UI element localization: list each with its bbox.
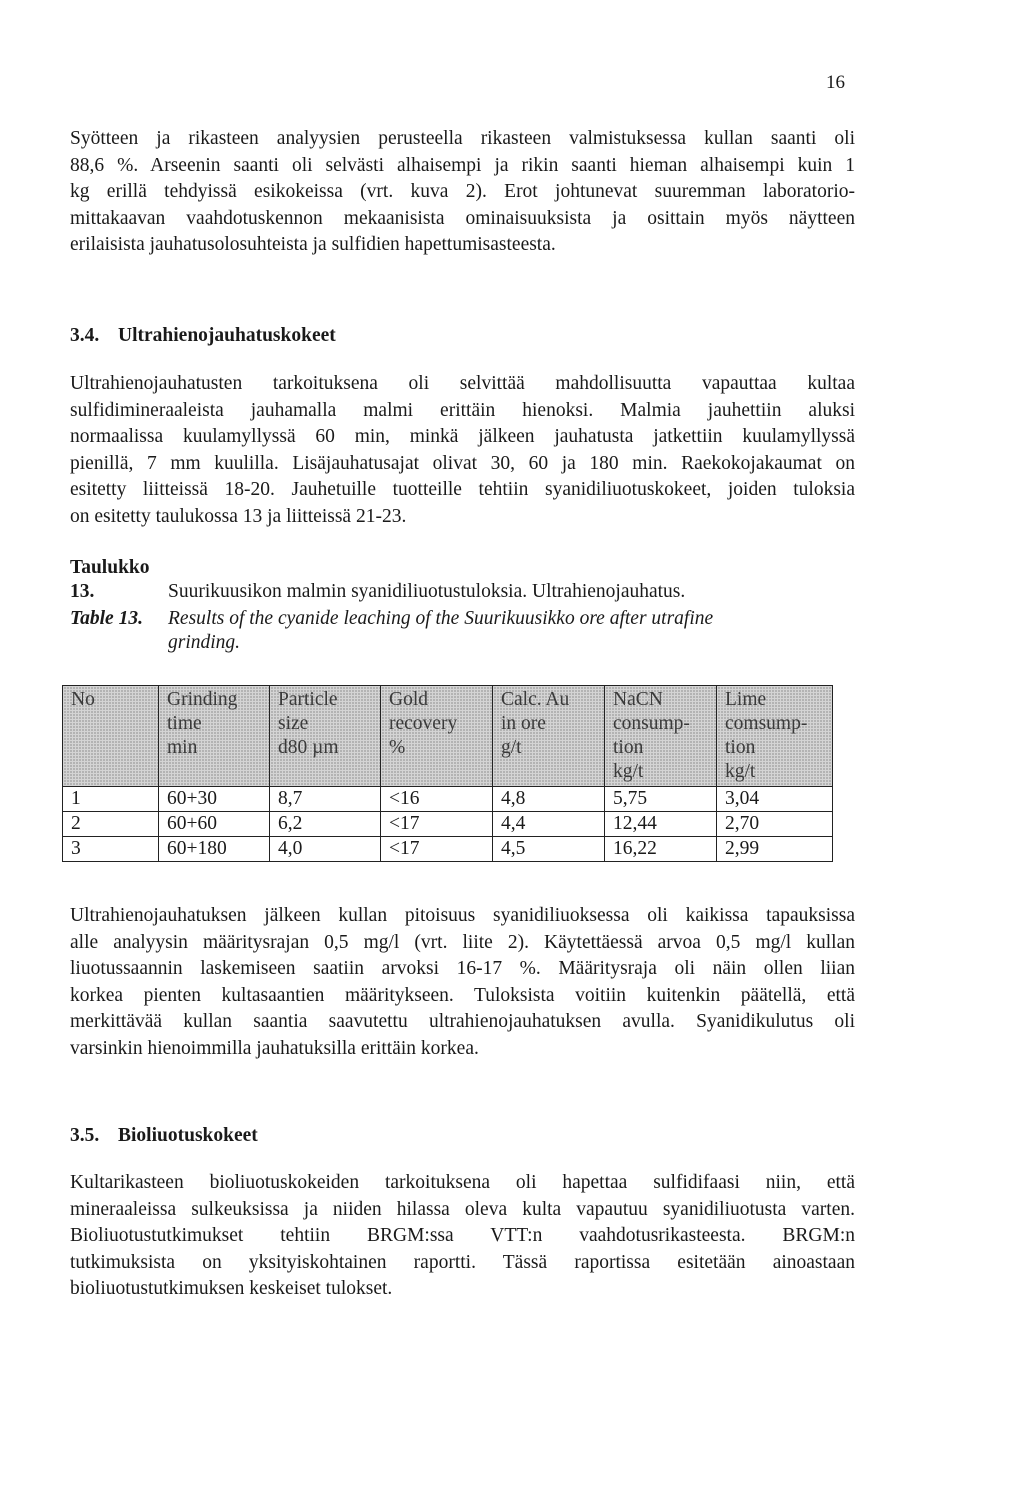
- text-line: Syötteen ja rikasteen analyysien perusteella rikasteen valmistuksessa kullan saanti oli: [70, 128, 855, 149]
- cell-gold-recovery: <16: [381, 787, 493, 812]
- section-title: Ultrahienojauhatuskokeet: [118, 325, 336, 346]
- text-line: on esitetty taulukossa 13 ja liitteissä 21-23.: [70, 505, 407, 527]
- cell-particle-size: 8,7: [270, 787, 381, 812]
- text-line: varsinkin hienoimmilla jauhatuksilla erittäin korkea.: [70, 1037, 479, 1059]
- text-line: korkea pienten kultasaantien määritykseen. Tuloksista voitiin kuitenkin päätellä, että: [70, 984, 855, 1006]
- header-line: Calc. Au: [501, 689, 570, 710]
- header-line: tion: [613, 737, 644, 758]
- section-title: Bioliuotuskokeet: [118, 1125, 258, 1146]
- header-line: Gold: [389, 689, 428, 710]
- header-line: in ore: [501, 713, 546, 734]
- header-line: kg/t: [613, 761, 644, 782]
- caption-line: grinding.: [168, 632, 241, 653]
- cell-nacn: 12,44: [605, 812, 717, 837]
- text-line: pienillä, 7 mm kuulilla. Lisäjauhatusajat olivat 30, 60 ja 180 min. Raekokojakaumat on: [70, 452, 855, 474]
- header-calc-au: [493, 686, 605, 787]
- section-number: 3.5.: [70, 1125, 100, 1146]
- cell-calc-au: 4,5: [493, 837, 605, 862]
- text-line: esitetty liitteissä 18-20. Jauhetuille tuotteille tehtiin syanidiliuotuskokeet, joiden tuloksia: [70, 479, 855, 501]
- header-line: time: [167, 713, 202, 734]
- paragraph-concentrate-results: [70, 126, 855, 259]
- caption-label: Table 13.: [70, 608, 143, 629]
- page-number: 16: [826, 72, 845, 93]
- cell-grinding-time: 60+30: [159, 787, 270, 812]
- cell-nacn: 5,75: [605, 787, 717, 812]
- cell-no: 2: [63, 812, 159, 837]
- caption-label: Taulukko 13.: [70, 557, 150, 602]
- section-heading-3-4: [70, 325, 336, 347]
- header-line: recovery: [389, 713, 458, 734]
- results-table: [62, 685, 833, 862]
- cell-grinding-time: 60+60: [159, 812, 270, 837]
- text-line: alle analyysin määritysrajan 0,5 mg/l (vrt. liite 2). Käytettäessä arvoa 0,5 mg/l kullan: [70, 931, 855, 953]
- section-number: 3.4.: [70, 325, 100, 346]
- caption-line: Results of the cyanide leaching of the Suurikuusikko ore after utrafine: [168, 608, 714, 629]
- cell-nacn: 16,22: [605, 837, 717, 862]
- paragraph-leaching-results: [70, 903, 855, 1063]
- cell-gold-recovery: <17: [381, 812, 493, 837]
- table-caption-finnish: [70, 556, 685, 604]
- table-row: [63, 837, 833, 862]
- cell-no: 3: [63, 837, 159, 862]
- header-no: [63, 686, 159, 787]
- text-line: Bioliuotustutkimukset tehtiin BRGM:ssa VTT:n vaahdotusrikasteesta. BRGM:n: [70, 1225, 855, 1247]
- text-line: 88,6 %. Arseenin saanti oli selvästi alhaisempi ja rikin saanti hieman alhaisempi kuin 1: [70, 154, 855, 176]
- header-line: kg/t: [725, 761, 756, 782]
- text-line: mineraaleissa sulkeuksissa ja niiden hilassa oleva kulta vapautuu syanidiliuotusta varten.: [70, 1198, 855, 1220]
- cell-grinding-time: 60+180: [159, 837, 270, 862]
- header-line: d80 µm: [278, 737, 339, 758]
- table-header-row: [63, 686, 833, 787]
- header-line: %: [389, 737, 406, 758]
- text-line: sulfidimineraaleista jauhamalla malmi erittäin hienoksi. Malmia jauhettiin aluksi: [70, 399, 855, 421]
- header-line: Grinding: [167, 689, 238, 710]
- text-line: liuotussaannin laskemiseen saatiin arvoksi 16-17 %. Määritysraja oli näin ollen liian: [70, 958, 855, 980]
- text-line: kg erillä tehdyissä esikokeissa (vrt. kuva 2). Erot johtunevat suuremman laboratorio-: [70, 181, 855, 203]
- cell-particle-size: 4,0: [270, 837, 381, 862]
- header-particle-size: [270, 686, 381, 787]
- header-gold-recovery: [381, 686, 493, 787]
- caption-text: Suurikuusikon malmin syanidiliuotustuloksia. Ultrahienojauhatus.: [168, 581, 686, 602]
- cell-no: 1: [63, 787, 159, 812]
- cell-particle-size: 6,2: [270, 812, 381, 837]
- cell-lime: 2,70: [717, 812, 833, 837]
- text-line: erilaisista jauhatusolosuhteista ja sulfidien hapettumisasteesta.: [70, 234, 556, 256]
- cell-calc-au: 4,8: [493, 787, 605, 812]
- header-line: min: [167, 737, 198, 758]
- cell-lime: 2,99: [717, 837, 833, 862]
- header-line: tion: [725, 737, 756, 758]
- header-line: NaCN: [613, 689, 663, 710]
- cell-gold-recovery: <17: [381, 837, 493, 862]
- section-heading-3-5: [70, 1125, 258, 1147]
- header-line: Lime: [725, 689, 767, 710]
- paragraph-ultrafine-grinding: [70, 371, 855, 531]
- header-lime-consumption: [717, 686, 833, 787]
- header-line: Particle: [278, 689, 338, 710]
- table-row: [63, 787, 833, 812]
- paragraph-bioleaching: [70, 1170, 855, 1303]
- caption-text: [168, 607, 808, 655]
- header-line: comsump-: [725, 713, 808, 734]
- text-line: tutkimuksista on yksityiskohtainen raportti. Tässä raportissa esitetään ainoastaan: [70, 1251, 855, 1273]
- cell-lime: 3,04: [717, 787, 833, 812]
- text-line: mittakaavan vaahdotuskennon mekaanisista ominaisuuksista ja osittain myös näytteen: [70, 207, 855, 229]
- header-nacn-consumption: [605, 686, 717, 787]
- text-line: Ultrahienojauhatusten tarkoituksena oli selvittää mahdollisuutta vapauttaa kultaa: [70, 373, 855, 394]
- text-line: normaalissa kuulamyllyssä 60 min, minkä jälkeen jauhatusta jatkettiin kuulamyllyssä: [70, 426, 855, 448]
- text-line: bioliuotustutkimuksen keskeiset tulokset.: [70, 1278, 393, 1300]
- text-line: Ultrahienojauhatuksen jälkeen kullan pitoisuus syanidiliuoksessa oli kaikissa tapauksissa: [70, 905, 855, 926]
- header-grinding-time: [159, 686, 270, 787]
- header-line: g/t: [501, 737, 522, 758]
- table-row: [63, 812, 833, 837]
- header-line: No: [71, 689, 95, 710]
- table-caption-english: [70, 607, 808, 655]
- header-line: size: [278, 713, 309, 734]
- cell-calc-au: 4,4: [493, 812, 605, 837]
- header-line: consump-: [613, 713, 690, 734]
- text-line: Kultarikasteen bioliuotuskokeiden tarkoituksena oli hapettaa sulfidifaasi niin, että: [70, 1172, 855, 1193]
- text-line: merkittävää kullan saantia saavutettu ultrahienojauhatuksen avulla. Syanidikulutus oli: [70, 1011, 855, 1033]
